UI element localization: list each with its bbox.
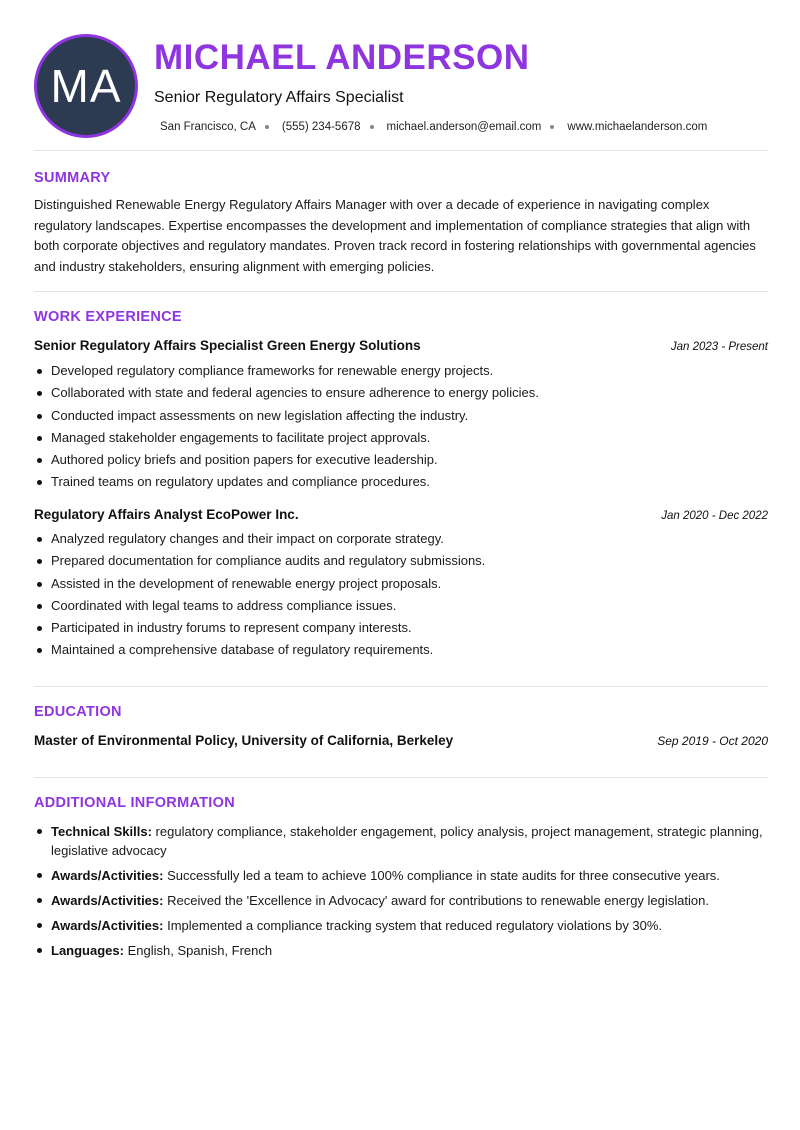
list-item: Prepared documentation for compliance audits and regulatory submissions. bbox=[34, 550, 768, 572]
candidate-title: Senior Regulatory Affairs Specialist bbox=[154, 89, 404, 106]
contact-location: San Francisco, CA bbox=[160, 121, 256, 133]
section-divider bbox=[34, 150, 768, 151]
list-item bbox=[34, 941, 768, 960]
list-item: Assisted in the development of renewable energy project proposals. bbox=[34, 573, 768, 595]
job-dates: Jan 2023 - Present bbox=[670, 341, 768, 353]
education-entry bbox=[34, 733, 768, 748]
contact-phone: (555) 234-5678 bbox=[281, 121, 361, 133]
section-divider bbox=[34, 686, 768, 687]
work-experience-heading: WORK EXPERIENCE bbox=[34, 309, 182, 325]
separator-dot bbox=[370, 125, 374, 129]
separator-dot bbox=[550, 125, 554, 129]
list-item bbox=[34, 891, 768, 910]
list-item: Participated in industry forums to represent company interests. bbox=[34, 617, 768, 639]
list-item bbox=[34, 866, 768, 885]
list-item: Conducted impact assessments on new legislation affecting the industry. bbox=[34, 405, 768, 427]
list-item: Collaborated with state and federal agencies to ensure adherence to energy policies. bbox=[34, 382, 768, 404]
item-label: Awards/Activities: bbox=[51, 918, 164, 933]
item-label: Awards/Activities: bbox=[51, 893, 164, 908]
list-item: Analyzed regulatory changes and their impact on corporate strategy. bbox=[34, 528, 768, 550]
job-header bbox=[34, 507, 768, 522]
list-item: Authored policy briefs and position papers for executive leadership. bbox=[34, 449, 768, 471]
job-bullets bbox=[34, 528, 768, 662]
separator-dot bbox=[265, 125, 269, 129]
list-item: Developed regulatory compliance frameworks for renewable energy projects. bbox=[34, 360, 768, 382]
job-role: Regulatory Affairs Analyst EcoPower Inc. bbox=[34, 507, 299, 522]
item-text: regulatory compliance, stakeholder engagement, policy analysis, project management, strategic planning, legislative advocacy bbox=[51, 824, 763, 858]
list-item bbox=[34, 916, 768, 935]
list-item: Managed stakeholder engagements to facilitate project approvals. bbox=[34, 427, 768, 449]
item-text: Successfully led a team to achieve 100% compliance in state audits for three consecutive years. bbox=[167, 868, 720, 883]
additional-info-list bbox=[34, 822, 768, 966]
item-label: Technical Skills: bbox=[51, 824, 152, 839]
additional-info-heading: ADDITIONAL INFORMATION bbox=[34, 795, 235, 811]
contact-email[interactable]: michael.anderson@email.com bbox=[386, 121, 542, 133]
resume-header bbox=[0, 0, 800, 150]
item-label: Languages: bbox=[51, 943, 124, 958]
item-text: Received the 'Excellence in Advocacy' award for contributions to renewable energy legislation. bbox=[167, 893, 709, 908]
list-item: Maintained a comprehensive database of regulatory requirements. bbox=[34, 639, 768, 661]
candidate-name: MICHAEL ANDERSON bbox=[154, 38, 530, 77]
job-dates: Jan 2020 - Dec 2022 bbox=[661, 510, 768, 522]
job-bullets bbox=[34, 360, 768, 494]
list-item: Coordinated with legal teams to address compliance issues. bbox=[34, 595, 768, 617]
contact-website[interactable]: www.michaelanderson.com bbox=[567, 121, 708, 133]
job-header bbox=[34, 338, 768, 353]
section-divider bbox=[34, 291, 768, 292]
item-text: Implemented a compliance tracking system that reduced regulatory violations by 30%. bbox=[167, 918, 663, 933]
list-item: Trained teams on regulatory updates and compliance procedures. bbox=[34, 471, 768, 493]
section-divider bbox=[34, 777, 768, 778]
degree-name: Master of Environmental Policy, University of California, Berkeley bbox=[34, 733, 454, 748]
summary-text: Distinguished Renewable Energy Regulatory Affairs Manager with over a decade of experience in navigating complex regulatory landscapes. Expertise encompasses the development and implementation of compliance strategies that align with both corporate objectives and regulatory mandates. Proven track record in fostering relationships with governmental agencies and industry stakeholders, ensuring alignment with emerging policies. bbox=[34, 197, 756, 274]
education-dates: Sep 2019 - Oct 2020 bbox=[657, 734, 768, 748]
avatar: MA bbox=[34, 34, 138, 138]
item-label: Awards/Activities: bbox=[51, 868, 164, 883]
summary-heading: SUMMARY bbox=[34, 170, 111, 186]
contact-info bbox=[160, 121, 707, 133]
item-text: English, Spanish, French bbox=[127, 943, 273, 958]
job-role: Senior Regulatory Affairs Specialist Green Energy Solutions bbox=[34, 338, 421, 353]
list-item bbox=[34, 822, 768, 860]
education-heading: EDUCATION bbox=[34, 704, 122, 720]
